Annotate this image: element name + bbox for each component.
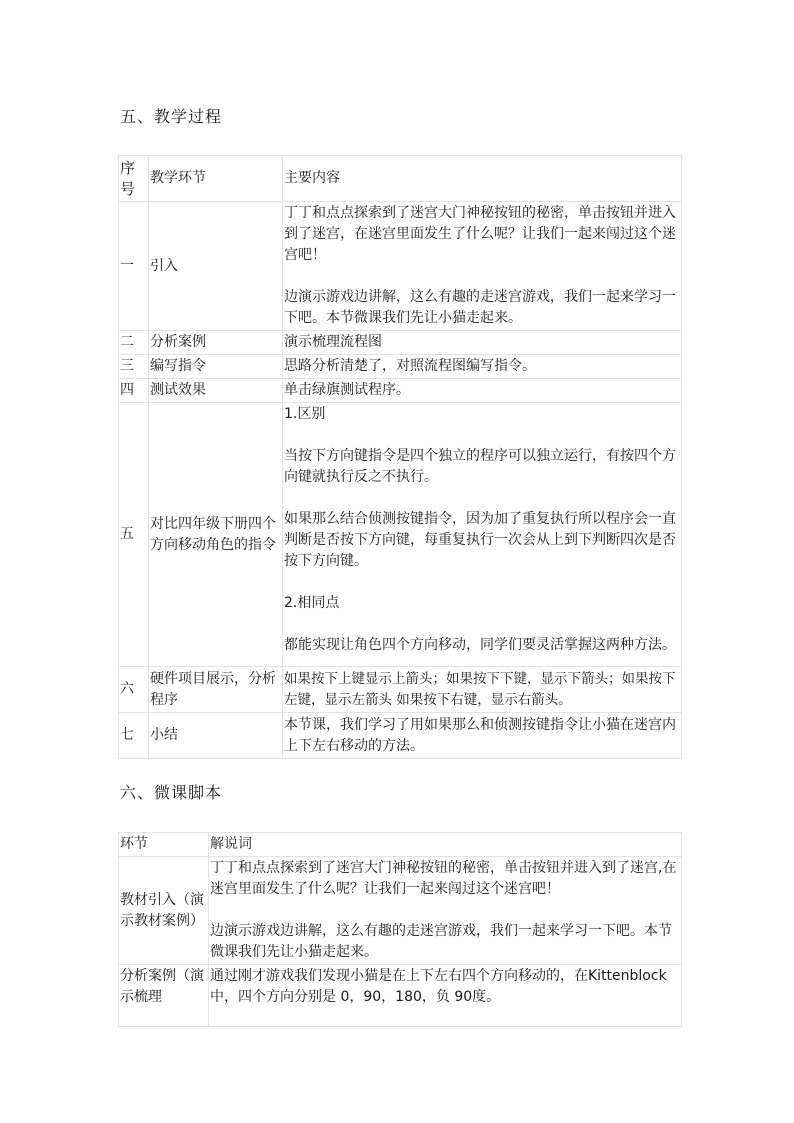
header-stage: 环节: [119, 833, 209, 857]
table-row: [119, 403, 682, 667]
row-no: 三: [119, 355, 149, 379]
header-no: 序号: [119, 156, 149, 202]
row-stage: 测试效果: [149, 379, 283, 403]
paragraph: 边演示游戏边讲解，这么有趣的走迷宫游戏，我们一起来学习一下吧。本节微课我们先让小猫走起来。: [210, 923, 672, 960]
table-row: [119, 667, 682, 713]
microlesson-script-table: [118, 832, 682, 1027]
row-stage: 小结: [149, 713, 283, 759]
table-row: [119, 379, 682, 403]
row-no: 六: [119, 667, 149, 713]
row-content: 如果按下上键显示上箭头；如果按下下键，显示下箭头；如果按下左键，显示左箭头 如果按下右键，显示右箭头。: [283, 667, 682, 713]
table-row: [119, 355, 682, 379]
table-row: [119, 331, 682, 355]
row-stage: 硬件项目展示，分析程序: [149, 667, 283, 713]
row-no: 一: [119, 202, 149, 331]
section-heading-teaching-process: 五、教学过程: [120, 107, 223, 126]
row-stage: 对比四年级下册四个方向移动角色的指令: [149, 403, 283, 667]
paragraph: 如果那么结合侦测按键指令，因为加了重复执行所以程序会一直判断是否按下方向键，每重复执行一次会从上到下判断四次是否按下方向键。: [284, 511, 676, 569]
row-stage: [119, 965, 209, 1027]
row-content: [283, 202, 682, 331]
row-content: 单击绿旗测试程序。: [283, 379, 682, 403]
paragraph: 丁丁和点点探索到了迷宫大门神秘按钮的秘密，单击按钮并进入到了迷宫,在迷宫里面发生了什么呢？让我们一起来闯过这个迷宫吧！: [210, 860, 677, 897]
paragraph: 丁丁和点点探索到了迷宫大门神秘按钮的秘密，单击按钮并进入到了迷宫，在迷宫里面发生了什么呢？让我们一起来闯过这个迷宫吧！: [284, 205, 676, 263]
row-no: 四: [119, 379, 149, 403]
stage-label: 分析案例（演示梳理: [120, 968, 204, 1005]
paragraph: 通过刚才游戏我们发现小猫是在上下左右四个方向移动的，在Kittenblock中，四个方向分别是 0，90，180，负 90度。: [210, 968, 667, 1005]
row-content: 本节课，我们学习了用如果那么和侦测按键指令让小猫在迷宫内上下左右移动的方法。: [283, 713, 682, 759]
section-heading-microlesson-script: 六、微课脚本: [120, 783, 223, 802]
header-content: 主要内容: [283, 156, 682, 202]
paragraph: 1.区别: [284, 406, 326, 422]
row-narration: [209, 965, 682, 1027]
row-content: 演示梳理流程图: [283, 331, 682, 355]
paragraph: 都能实现让角色四个方向移动，同学们要灵活掌握这两种方法。: [284, 637, 676, 653]
header-narration: 解说词: [209, 833, 682, 857]
table-row: [119, 857, 682, 965]
stage-label: 教材引入（演示教材案例）: [120, 891, 204, 929]
row-no: 七: [119, 713, 149, 759]
row-no: 二: [119, 331, 149, 355]
table-row: [119, 202, 682, 331]
row-stage: 引入: [149, 202, 283, 331]
table-header-row: [119, 833, 682, 857]
teaching-process-table: [118, 155, 682, 759]
row-content: 思路分析清楚了，对照流程图编写指令。: [283, 355, 682, 379]
table-header-row: [119, 156, 682, 202]
paragraph: 边演示游戏边讲解，这么有趣的走迷宫游戏，我们一起来学习一下吧。本节微课我们先让小猫走起来。: [284, 289, 676, 326]
paragraph: 2.相同点: [284, 595, 340, 611]
row-stage: 分析案例: [149, 331, 283, 355]
row-content: [283, 403, 682, 667]
header-stage: 教学环节: [149, 156, 283, 202]
row-stage: 编写指令: [149, 355, 283, 379]
table-row: [119, 965, 682, 1027]
row-no: 五: [119, 403, 149, 667]
paragraph: 当按下方向键指令是四个独立的程序可以独立运行，有按四个方向键就执行反之不执行。: [284, 448, 676, 485]
row-stage: [119, 857, 209, 965]
table-row: [119, 713, 682, 759]
row-narration: [209, 857, 682, 965]
